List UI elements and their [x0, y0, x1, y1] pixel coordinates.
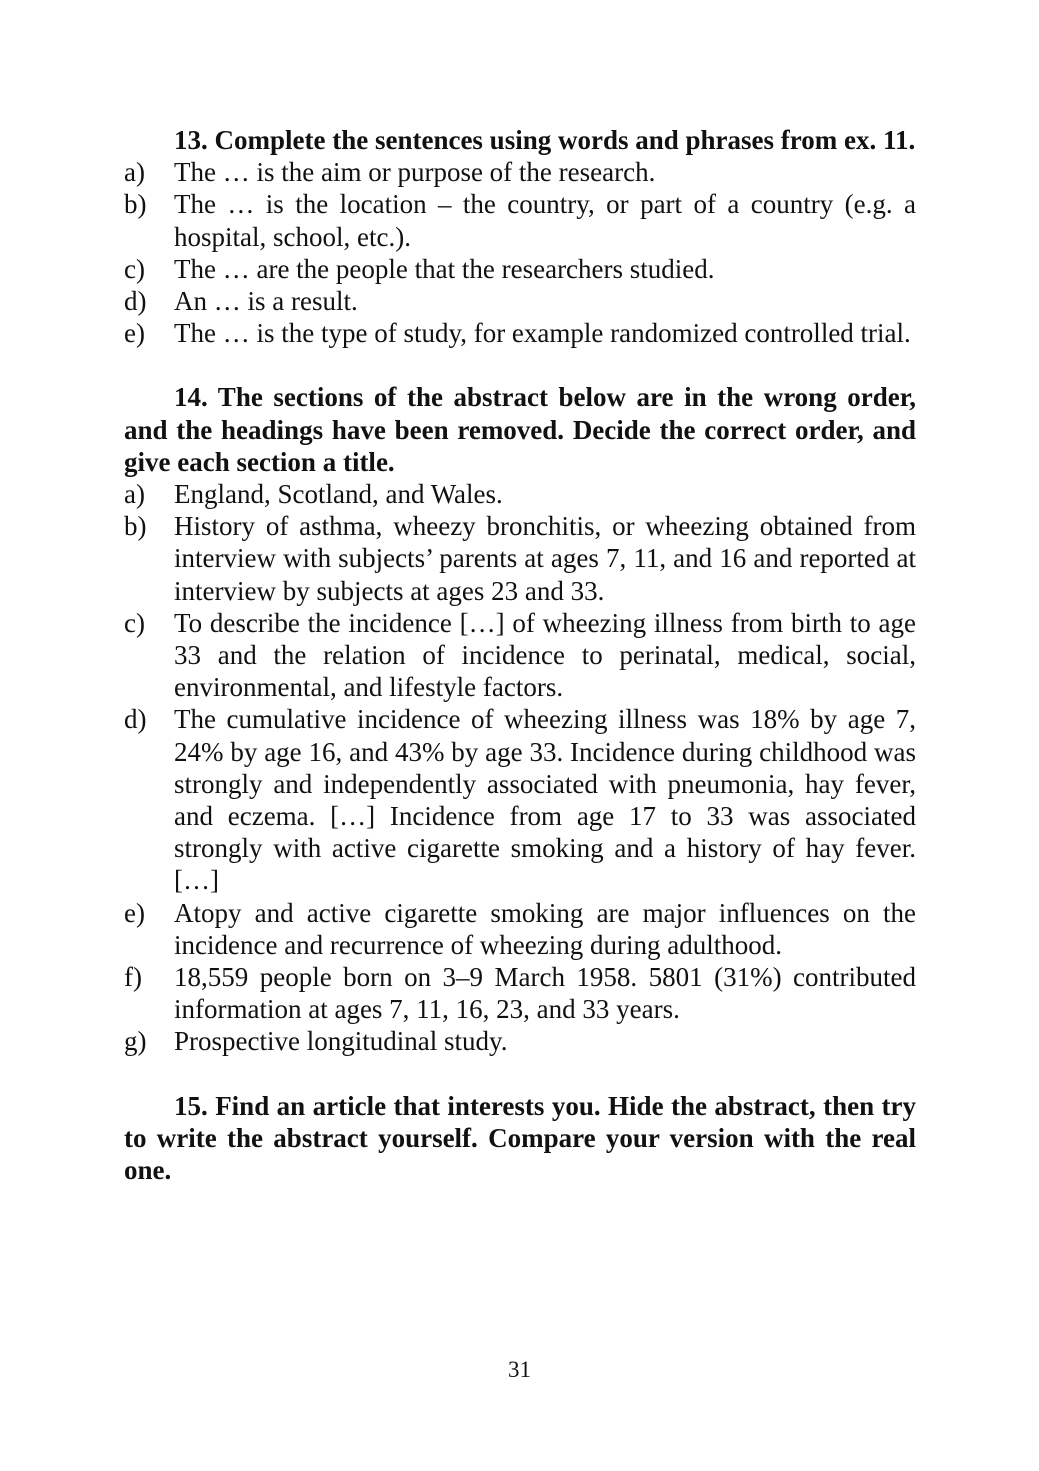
- item-text: The … is the aim or purpose of the research.: [174, 157, 656, 188]
- item-text: History of asthma, wheezy bronchitis, or wheezing obtained from interview with subjects’ parents at ages 7, 11, and 16 and reported at interview by subjects at ages 23 and 33.: [174, 511, 916, 606]
- item-text: Prospective longitudinal study.: [174, 1026, 508, 1057]
- item-text: The … is the type of study, for example randomized controlled trial.: [174, 318, 911, 349]
- item-marker: e): [124, 897, 145, 928]
- list-item: [124, 703, 916, 896]
- item-text: England, Scotland, and Wales.: [174, 479, 503, 510]
- section-gap: [124, 349, 916, 381]
- item-marker: g): [124, 1026, 147, 1057]
- section-gap: [124, 1058, 916, 1090]
- list-item: [124, 188, 916, 252]
- exercise-15-heading: 15. Find an article that interests you. Hide the abstract, then try to write the abstract yourself. Compare your version with the real one.: [124, 1090, 916, 1186]
- list-item: [124, 510, 916, 607]
- item-marker: d): [124, 704, 147, 735]
- list-item: [124, 285, 916, 317]
- exercise-14-list: [124, 478, 916, 1058]
- list-item: [124, 478, 916, 510]
- item-marker: f): [124, 962, 142, 993]
- item-text: The … are the people that the researchers studied.: [174, 253, 715, 284]
- item-marker: e): [124, 318, 145, 349]
- list-item: [124, 897, 916, 961]
- list-item: [124, 156, 916, 188]
- item-text: The cumulative incidence of wheezing illness was 18% by age 7, 24% by age 16, and 43% by age 33. Incidence during childhood was strongly and independently associated with pneumonia, hay fever, and eczema. […] Incidence from age 17 to 33 was associated strongly with active cigarette smoking and a history of hay fever. […]: [174, 704, 916, 896]
- item-marker: a): [124, 479, 145, 510]
- item-text: The … is the location – the country, or part of a country (e.g. a hospital, school, etc.).: [174, 189, 916, 252]
- item-text: Atopy and active cigarette smoking are major influences on the incidence and recurrence of wheezing during adulthood.: [174, 897, 916, 960]
- item-marker: b): [124, 189, 147, 220]
- item-text: An … is a result.: [174, 286, 358, 317]
- page-content: [124, 124, 916, 1186]
- item-marker: c): [124, 253, 145, 284]
- list-item: [124, 607, 916, 704]
- item-marker: d): [124, 286, 147, 317]
- item-marker: b): [124, 511, 147, 542]
- list-item: [124, 961, 916, 1025]
- exercise-13-heading: 13. Complete the sentences using words and phrases from ex. 11.: [174, 125, 916, 155]
- item-marker: a): [124, 157, 145, 188]
- list-item: [124, 317, 916, 349]
- item-text: To describe the incidence […] of wheezing illness from birth to age 33 and the relation of incidence to perinatal, medical, social, environmental, and lifestyle factors.: [174, 607, 916, 703]
- item-text: 18,559 people born on 3–9 March 1958. 5801 (31%) contributed information at ages 7, 11, 16, 23, and 33 years.: [174, 962, 916, 1025]
- list-item: [124, 1025, 916, 1057]
- exercise-14-heading: 14. The sections of the abstract below are in the wrong order, and the headings have been removed. Decide the correct order, and give each section a title.: [124, 382, 916, 477]
- list-item: [124, 253, 916, 285]
- page-number: 31: [508, 1357, 531, 1382]
- item-marker: c): [124, 607, 145, 638]
- exercise-13-list: [124, 156, 916, 349]
